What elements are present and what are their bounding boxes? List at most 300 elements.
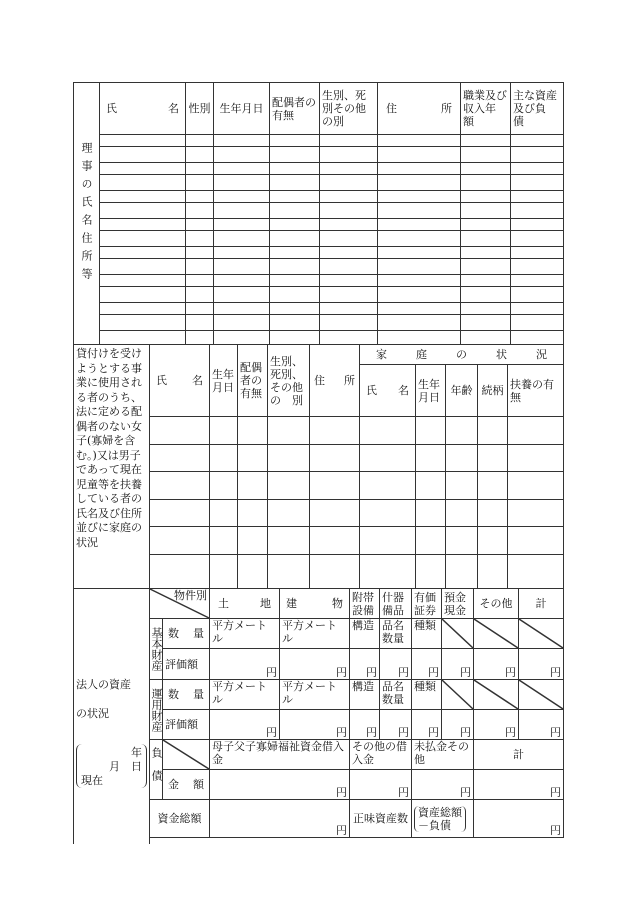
basic-assets-text: 基本財産 [150,627,163,671]
director-row [74,163,564,175]
basic-cash-na [442,619,474,649]
op-equip-structure[interactable]: 構造 [350,680,380,710]
cell[interactable] [238,555,268,589]
header-living: 生別、死別その他の別 [320,83,378,135]
formula-bracket [414,806,466,832]
header-sex: 性別 [186,83,214,135]
cell[interactable] [416,472,446,500]
op-fixture-qty[interactable]: 品名数量 [380,680,412,710]
cell[interactable] [310,527,360,555]
family-char-1: 家 [376,348,387,361]
cell[interactable] [360,500,416,527]
formula-top: 資産総額 [418,805,462,819]
cell[interactable] [268,445,310,472]
cell[interactable] [360,555,416,589]
cell[interactable] [186,147,214,163]
cell[interactable] [378,231,461,247]
cell[interactable] [214,203,270,219]
cell[interactable] [270,303,320,315]
liabilities-text: 負債 [150,746,163,793]
cell[interactable] [210,472,238,500]
quantity-label [163,680,210,710]
cell[interactable] [214,259,270,275]
cell[interactable] [461,147,511,163]
net-assets-amount[interactable]: 円 [474,800,564,838]
directors-table [73,82,564,345]
date-now: 現在 [81,774,103,788]
emp-header-living: 生別、死別、その他の 別 [268,345,310,417]
op-equip-value[interactable]: 円 [350,710,380,740]
amount-2: 額 [193,778,204,791]
cell[interactable] [100,175,186,191]
family-char-5: 況 [536,348,547,361]
assets-label-line2: の状況 [76,707,109,721]
basic-land-value[interactable]: 円 [210,649,280,680]
cell[interactable] [360,527,416,555]
header-address-2: 所 [441,102,452,115]
assets-table [73,588,564,844]
cell[interactable] [320,303,378,315]
cell[interactable] [320,231,378,247]
cell[interactable] [186,219,214,231]
basic-equip-value[interactable]: 円 [350,649,380,680]
op-land-qty[interactable]: 平方メートル [210,680,280,710]
formula-bottom: －負債 [418,818,451,832]
qty-1: 数 [168,627,179,640]
cell[interactable] [214,303,270,315]
cell[interactable] [416,555,446,589]
cell[interactable] [461,191,511,203]
cell[interactable] [508,417,564,445]
cell[interactable] [461,219,511,231]
cell[interactable] [100,219,186,231]
emp-header-name [150,345,210,417]
cell[interactable] [511,203,564,219]
cell[interactable] [100,303,186,315]
family-char-3: の [456,348,467,361]
op-fixture-value[interactable]: 円 [380,710,412,740]
cell[interactable] [214,191,270,203]
cell[interactable] [100,247,186,259]
valuation-label: 評価額 [163,649,210,680]
op-other-na [474,680,519,710]
header-spouse: 配偶者の有無 [270,83,320,135]
cell[interactable] [100,259,186,275]
directors-section-label [74,83,100,345]
cell[interactable] [461,247,511,259]
cell[interactable] [270,203,320,219]
cell[interactable] [214,287,270,303]
total-funds-label: 資金総額 [150,800,210,838]
header-name [100,83,186,135]
cell[interactable] [214,163,270,175]
cell[interactable] [461,259,511,275]
header-assets: 主な資産及び負 債 [511,83,564,135]
basic-other-value[interactable]: 円 [474,649,519,680]
cell[interactable] [214,231,270,247]
cell[interactable] [270,163,320,175]
cell[interactable] [360,445,416,472]
cell[interactable] [268,417,310,445]
liab-fund-loan-amount[interactable]: 円 [210,770,350,800]
cell[interactable] [511,259,564,275]
cell[interactable] [210,445,238,472]
cell[interactable] [378,287,461,303]
liab-total-amount[interactable]: 円 [474,770,564,800]
emp-header-name-2: 名 [192,374,203,387]
cell[interactable] [461,275,511,287]
liab-other-loan-header: その他の借入金 [350,740,412,770]
qty-1: 数 [168,688,179,701]
liab-header-blank [163,740,210,770]
cell[interactable] [310,555,360,589]
emp-header-address-1: 住 [314,374,325,387]
emp-header-name-1: 氏 [156,374,167,387]
cell[interactable] [461,203,511,219]
op-securities-kind[interactable]: 種類 [412,680,442,710]
cell[interactable] [150,472,210,500]
op-cash-na [442,680,474,710]
cell[interactable] [416,417,446,445]
cell[interactable] [461,175,511,191]
cell[interactable] [214,275,270,287]
cell[interactable] [378,175,461,191]
cell[interactable] [478,445,508,472]
cell[interactable] [150,500,210,527]
cell[interactable] [511,247,564,259]
cell[interactable] [186,231,214,247]
cell[interactable] [186,163,214,175]
cell[interactable] [508,500,564,527]
cell[interactable] [378,331,461,345]
cell[interactable] [268,472,310,500]
cell[interactable] [270,147,320,163]
cell[interactable] [210,417,238,445]
op-building-qty[interactable]: 平方メートル [280,680,350,710]
operating-assets-text: 運用財産 [150,687,163,732]
director-row [74,259,564,275]
basic-securities-kind[interactable]: 種類 [412,619,442,649]
cell[interactable] [238,527,268,555]
cell[interactable] [268,555,310,589]
cell[interactable] [270,231,320,247]
cell[interactable] [320,191,378,203]
cell[interactable] [186,303,214,315]
cell[interactable] [461,331,511,345]
cell[interactable] [511,303,564,315]
director-row [74,275,564,287]
cell[interactable] [100,203,186,219]
cell[interactable] [186,315,214,331]
cell[interactable] [270,135,320,147]
cell[interactable] [378,219,461,231]
cell[interactable] [310,472,360,500]
cell[interactable] [511,163,564,175]
bottom-spacer [74,838,150,844]
cell[interactable] [378,247,461,259]
cell[interactable] [446,445,478,472]
cell[interactable] [238,500,268,527]
cell[interactable] [100,287,186,303]
col-equipment: 附帯設備 [350,589,380,619]
cell[interactable] [378,259,461,275]
op-securities-value[interactable]: 円 [412,710,442,740]
basic-total-na [519,619,564,649]
operating-assets-label [150,680,163,740]
cell[interactable] [320,315,378,331]
op-building-value[interactable]: 円 [280,710,350,740]
header-name-2: 名 [168,102,179,115]
cell[interactable] [268,500,310,527]
cell[interactable] [186,135,214,147]
cell[interactable] [320,275,378,287]
cell[interactable] [270,191,320,203]
col-other: その他 [474,589,519,619]
cell[interactable] [186,247,214,259]
cell[interactable] [508,555,564,589]
basic-cash-value[interactable]: 円 [442,649,474,680]
director-row [74,191,564,203]
cell[interactable] [268,527,310,555]
cell[interactable] [150,445,210,472]
cell[interactable] [446,555,478,589]
cell[interactable] [186,331,214,345]
cell[interactable] [270,259,320,275]
cell[interactable] [461,163,511,175]
cell[interactable] [310,417,360,445]
cell[interactable] [378,203,461,219]
cell[interactable] [478,555,508,589]
cell[interactable] [270,287,320,303]
cell[interactable] [508,472,564,500]
cell[interactable] [214,219,270,231]
cell[interactable] [210,555,238,589]
cell[interactable] [416,500,446,527]
director-row [74,315,564,331]
cell[interactable] [100,163,186,175]
header-name-1: 氏 [106,102,117,115]
net-assets-label: 正味資産数 [350,800,412,838]
liab-unpaid-header: 未払金その他 [412,740,474,770]
cell[interactable] [100,231,186,247]
cell[interactable] [310,445,360,472]
cell[interactable] [478,417,508,445]
cell[interactable] [100,147,186,163]
director-row [74,135,564,147]
basic-building-qty[interactable]: 平方メートル [280,619,350,649]
cell[interactable] [511,175,564,191]
col-total: 計 [519,589,564,619]
col-building-1: 建 [286,597,297,610]
cell[interactable] [186,175,214,191]
cell[interactable] [320,135,378,147]
cell[interactable] [511,275,564,287]
director-row [74,147,564,163]
cell[interactable] [360,417,416,445]
cell[interactable] [238,472,268,500]
col-building [280,589,350,619]
valuation-label: 評価額 [163,710,210,740]
cell[interactable] [511,231,564,247]
amount-label [163,770,210,800]
cell[interactable] [446,527,478,555]
cell[interactable] [150,555,210,589]
cell[interactable] [461,231,511,247]
cell[interactable] [320,147,378,163]
cell[interactable] [508,527,564,555]
cell[interactable] [378,275,461,287]
cell[interactable] [186,259,214,275]
header-job: 職業及び収入年 額 [461,83,511,135]
header-birth: 生年月日 [214,83,270,135]
cell[interactable] [446,500,478,527]
cell[interactable] [238,445,268,472]
cell[interactable] [320,331,378,345]
bottom-spacer [150,838,564,844]
cell[interactable] [446,472,478,500]
cell[interactable] [100,315,186,331]
cell[interactable] [270,315,320,331]
cell[interactable] [214,175,270,191]
cell[interactable] [100,191,186,203]
quantity-label [163,619,210,649]
cell[interactable] [150,417,210,445]
cell[interactable] [478,472,508,500]
cell[interactable] [320,247,378,259]
cell[interactable] [320,259,378,275]
emp-header-address-2: 所 [344,374,355,387]
cell[interactable] [214,331,270,345]
cell[interactable] [511,219,564,231]
op-cash-value[interactable]: 円 [442,710,474,740]
amount-1: 金 [168,778,179,791]
basic-equip-structure[interactable]: 構造 [350,619,380,649]
basic-other-na [474,619,519,649]
director-row [74,331,564,345]
cell[interactable] [270,275,320,287]
director-row [74,203,564,219]
cell[interactable] [100,275,186,287]
cell[interactable] [210,527,238,555]
cell[interactable] [186,287,214,303]
basic-total-value[interactable]: 円 [519,649,564,680]
cell[interactable] [310,500,360,527]
cell[interactable] [378,163,461,175]
cell[interactable] [270,219,320,231]
cell[interactable] [210,500,238,527]
header-address [378,83,461,135]
cell[interactable] [214,135,270,147]
fam-header-age: 年齢 [446,365,478,417]
assets-section-label [74,589,150,838]
col-land-2: 地 [260,597,271,610]
cell[interactable] [320,287,378,303]
cell[interactable] [186,275,214,287]
employees-table [73,344,564,589]
liab-fund-loan-header: 母子父子寡婦福祉資金借入金 [210,740,350,770]
cell[interactable] [461,287,511,303]
op-total-value[interactable]: 円 [519,710,564,740]
col-land [210,589,280,619]
application-form [73,82,563,844]
cell[interactable] [416,527,446,555]
cell[interactable] [100,135,186,147]
qty-2: 量 [193,688,204,701]
fam-header-name [360,365,416,417]
cell[interactable] [478,500,508,527]
director-row [74,175,564,191]
basic-land-qty[interactable]: 平方メートル [210,619,280,649]
cell[interactable] [270,175,320,191]
cell[interactable] [511,191,564,203]
cell[interactable] [461,303,511,315]
fam-header-name-1: 氏 [366,384,377,397]
cell[interactable] [320,219,378,231]
cell[interactable] [320,175,378,191]
cell[interactable] [478,527,508,555]
item-type-label: 物件別 [174,589,207,602]
op-land-value[interactable]: 円 [210,710,280,740]
cell[interactable] [461,315,511,331]
cell[interactable] [508,445,564,472]
date-year: 年 [131,746,142,760]
cell[interactable] [378,135,461,147]
emp-header-birth: 生年月日 [210,345,238,417]
total-funds-amount[interactable]: 円 [210,800,350,838]
cell[interactable] [270,247,320,259]
basic-securities-value[interactable]: 円 [412,649,442,680]
cell[interactable] [511,287,564,303]
cell[interactable] [511,147,564,163]
family-status-header [360,345,564,365]
cell[interactable] [320,203,378,219]
as-of-date-bracket[interactable] [76,744,147,788]
liab-unpaid-amount[interactable]: 円 [412,770,474,800]
cell[interactable] [511,331,564,345]
cell[interactable] [214,315,270,331]
cell[interactable] [100,331,186,345]
cell[interactable] [186,203,214,219]
liab-other-loan-amount[interactable]: 円 [350,770,412,800]
cell[interactable] [320,163,378,175]
cell[interactable] [511,135,564,147]
cell[interactable] [150,527,210,555]
cell[interactable] [214,147,270,163]
header-address-1: 住 [386,102,397,115]
cell[interactable] [378,303,461,315]
basic-fixture-value[interactable]: 円 [380,649,412,680]
op-other-value[interactable]: 円 [474,710,519,740]
cell[interactable] [214,247,270,259]
cell[interactable] [238,417,268,445]
basic-building-value[interactable]: 円 [280,649,350,680]
director-row [74,231,564,247]
cell[interactable] [511,315,564,331]
cell[interactable] [270,331,320,345]
col-cash: 預金現金 [442,589,474,619]
basic-fixture-qty[interactable]: 品名数量 [380,619,412,649]
cell[interactable] [186,191,214,203]
cell[interactable] [446,417,478,445]
emp-header-spouse: 配偶者の有無 [238,345,268,417]
cell[interactable] [461,135,511,147]
cell[interactable] [378,147,461,163]
cell[interactable] [360,472,416,500]
cell[interactable] [416,445,446,472]
cell[interactable] [378,191,461,203]
director-row [74,287,564,303]
cell[interactable] [378,315,461,331]
